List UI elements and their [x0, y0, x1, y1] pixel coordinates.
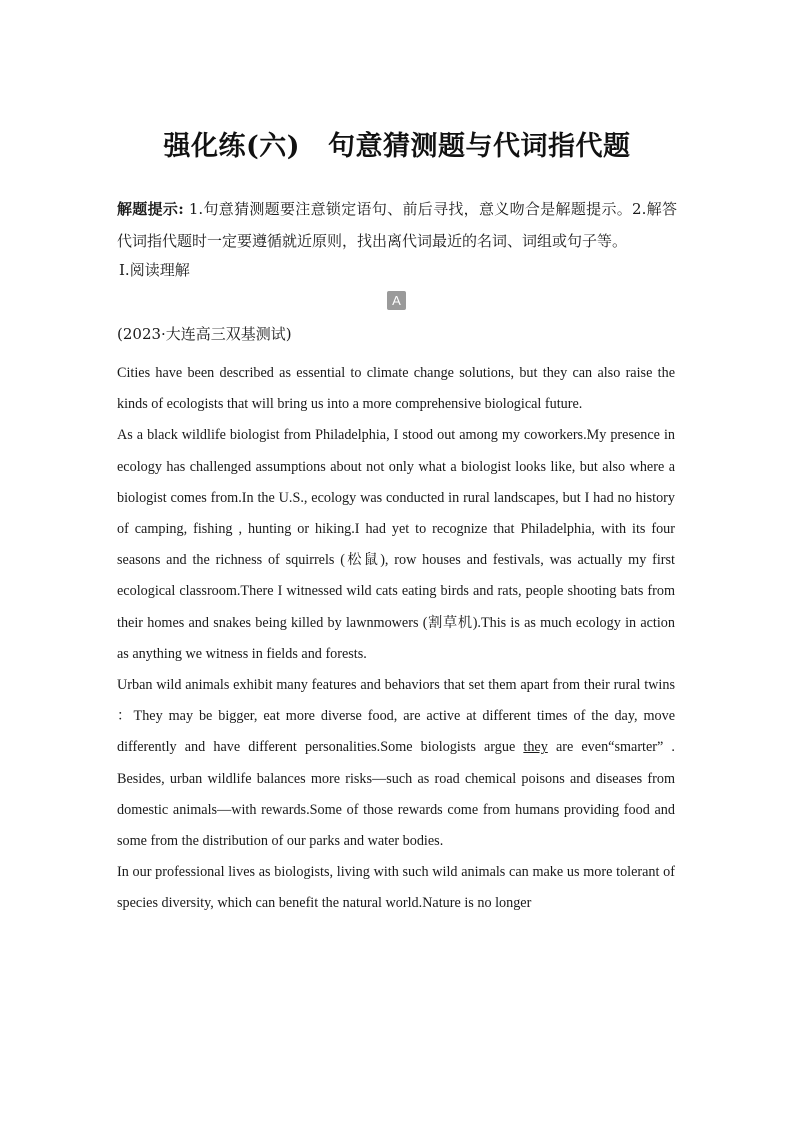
title-topic: 句意猜测题与代词指代题 — [328, 131, 631, 162]
reading-passage — [117, 358, 675, 920]
section-heading: Ⅰ.阅读理解 — [119, 261, 190, 279]
paragraph-3-text-before: Urban wild animals exhibit many features and behaviors that set them apart from their rural twins ：They may be bigger, eat more diverse food, are active at different times of the day, move differently and have different personalities.Some biologists argue — [117, 677, 675, 756]
paragraph-3-text-after: are even“smarter” . Besides, urban wildlife balances more risks—such as road chemical poisons and diseases from domestic animals—with rewards.Some of those rewards come from humans providing food and some from the distribution of our parks and water bodies. — [117, 739, 675, 850]
passage-source: (2023·大连高三双基测试) — [117, 325, 292, 343]
passage-paragraph-2: As a black wildlife biologist from Philadelphia, I stood out among my coworkers.My presence in ecology has challenged assumptions about not only what a biologist looks like, but also where a biologist comes from.In the U.S., ecology was conducted in rural landscapes, but I had no history of camping, fishing , hunting or hiking.I had yet to recognize that Philadelphia, with its four seasons and the richness of squirrels (松鼠), row houses and festivals, was actually my first ecological classroom.There I witnessed wild cats eating birds and rats, people shooting bats from their homes and snakes being killed by lawnmowers (割草机).This is as much ecology in action as anything we witness in fields and forests. — [117, 427, 675, 662]
hint-label: 解题提示: — [117, 200, 184, 218]
page-title — [0, 124, 794, 163]
title-series-label: 强化练(六) — [163, 131, 301, 162]
passage-paragraph-3 — [117, 670, 675, 857]
hint-text: 1.句意猜测题要注意锁定语句、前后寻找，意义吻合是解题提示。2.解答代词指代题时一定要遵循就近原则，找出离代词最近的名词、词组或句子等。 — [117, 200, 677, 250]
passage-paragraph-1: Cities have been described as essential to climate change solutions, but they can also raise the kinds of ecologists that will bring us into a more comprehensive biological future. — [117, 365, 675, 413]
underlined-pronoun: they — [523, 739, 548, 756]
passage-paragraph-4: In our professional lives as biologists, living with such wild animals can make us more tolerant of species diversity, which can benefit the natural world.Nature is no longer — [117, 864, 675, 912]
passage-badge: A — [387, 291, 406, 310]
solving-hint — [117, 193, 677, 257]
